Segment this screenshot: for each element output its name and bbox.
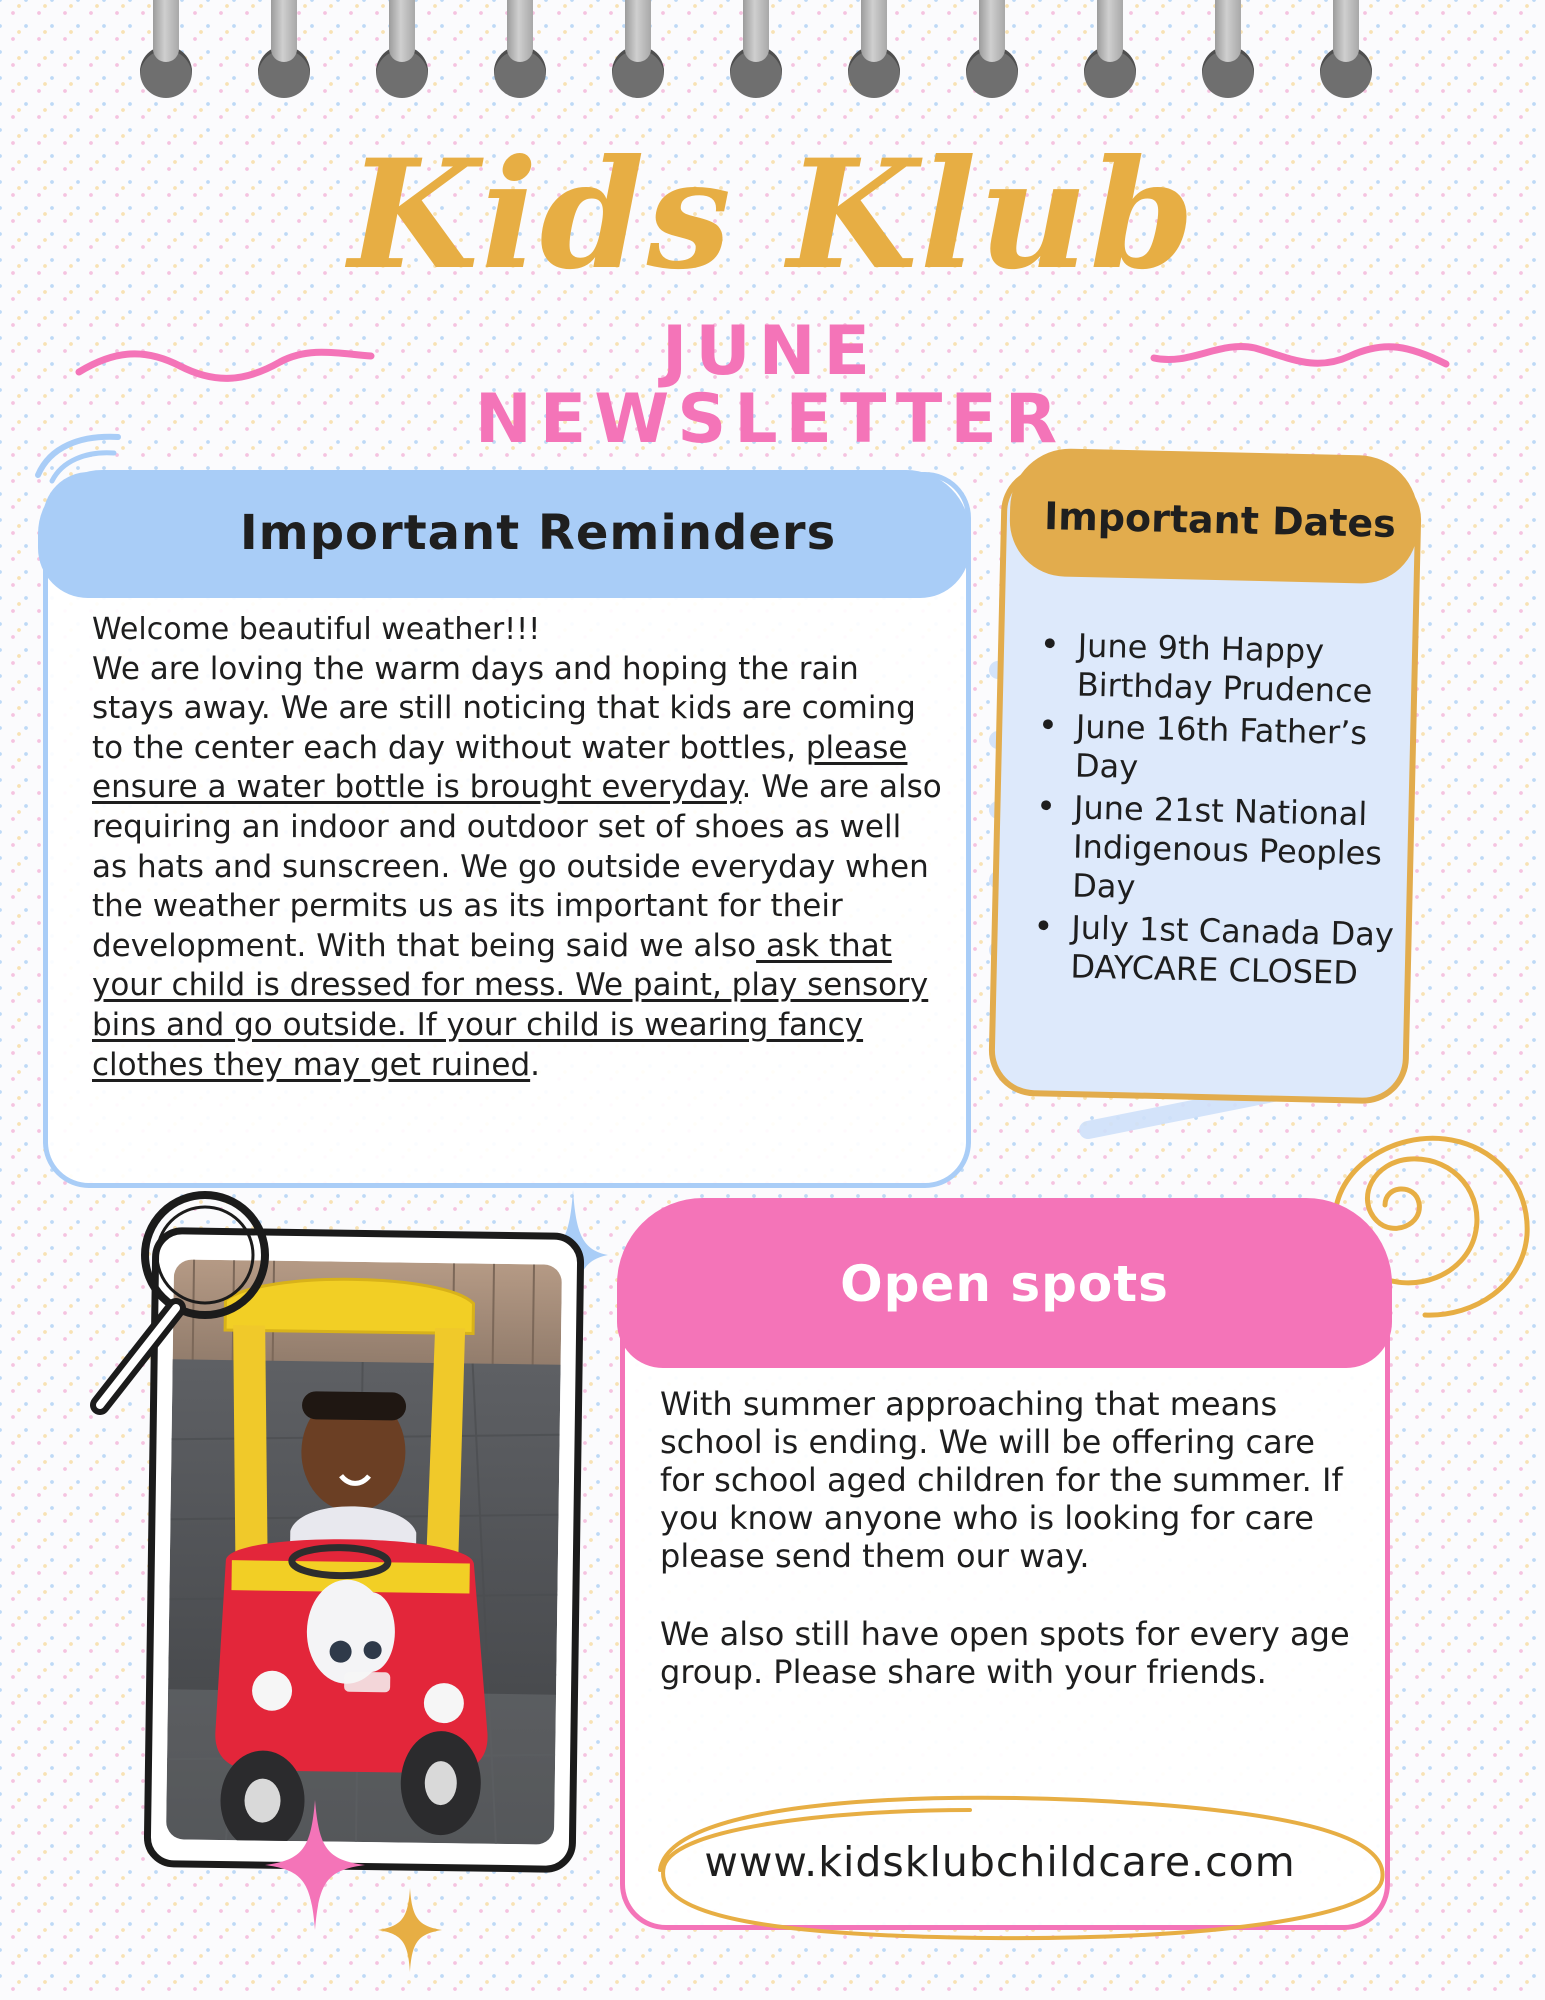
binding-ring <box>258 0 310 98</box>
dates-list <box>1026 626 1434 998</box>
wavy-line-left <box>75 338 375 388</box>
binding-ring <box>612 0 664 98</box>
reminders-text-3: . <box>530 1046 540 1083</box>
sparkle-icon <box>265 1800 365 1930</box>
reminders-title: Important Reminders <box>239 505 837 561</box>
newsletter-subtitle: JUNE NEWSLETTER <box>474 312 1066 459</box>
reminders-body <box>92 610 942 1085</box>
binding-ring <box>848 0 900 98</box>
open-spots-paragraph: We also still have open spots for every age group. Please share with your friends. <box>660 1615 1350 1691</box>
binding-ring <box>966 0 1018 98</box>
reminders-text-1: We are loving the warm days and hoping the rain stays away. We are still noticing that kids are coming to the center each day without water bottles, <box>92 650 916 766</box>
magnifying-glass-icon <box>80 1180 280 1420</box>
open-spots-paragraph: With summer approaching that means school is ending. We will be offering care for school aged children for the summer. If you know anyone who is looking for care please send them our way. <box>660 1385 1343 1575</box>
reminders-paragraph <box>92 650 942 1086</box>
dressed-for-mess-notice: ask that your child is dressed for mess. We paint, play sensory bins and go outside. If your child is wearing fancy clothes they may get ruined <box>92 927 929 1083</box>
reminders-greeting: Welcome beautiful weather!!! <box>92 612 541 647</box>
binding-ring <box>1084 0 1136 98</box>
website-link[interactable]: www.kidsklubchildcare.com <box>704 1838 1296 1886</box>
date-item: • June 16th Father’s Day <box>1031 706 1433 793</box>
reminders-text-2: . We are also requiring an indoor and outdoor set of shoes as well as hats and sunscreen. We go outside everyday when the weather permits us as its important for their development. With that being said we also <box>92 769 942 964</box>
binding-ring <box>494 0 546 98</box>
binding-ring <box>730 0 782 98</box>
open-spots-title: Open spots <box>840 1255 1169 1313</box>
date-item: • July 1st Canada Day DAYCARE CLOSED <box>1026 907 1428 994</box>
date-item: • June 21st National Indigenous Peoples Day <box>1028 787 1431 913</box>
water-bottle-notice: please ensure a water bottle is brought everyday <box>92 729 908 806</box>
sparkle-icon <box>378 1888 442 1972</box>
brand-title: Kids Klub <box>348 127 1197 303</box>
binding-ring <box>1320 0 1372 98</box>
dates-title: Important Dates <box>1043 494 1397 546</box>
wavy-line-right <box>1150 328 1450 378</box>
date-item: • June 9th Happy Birthday Prudence <box>1032 626 1434 713</box>
binding-ring <box>1202 0 1254 98</box>
binding-ring <box>140 0 192 98</box>
open-spots-body <box>660 1385 1350 1731</box>
binding-ring <box>376 0 428 98</box>
